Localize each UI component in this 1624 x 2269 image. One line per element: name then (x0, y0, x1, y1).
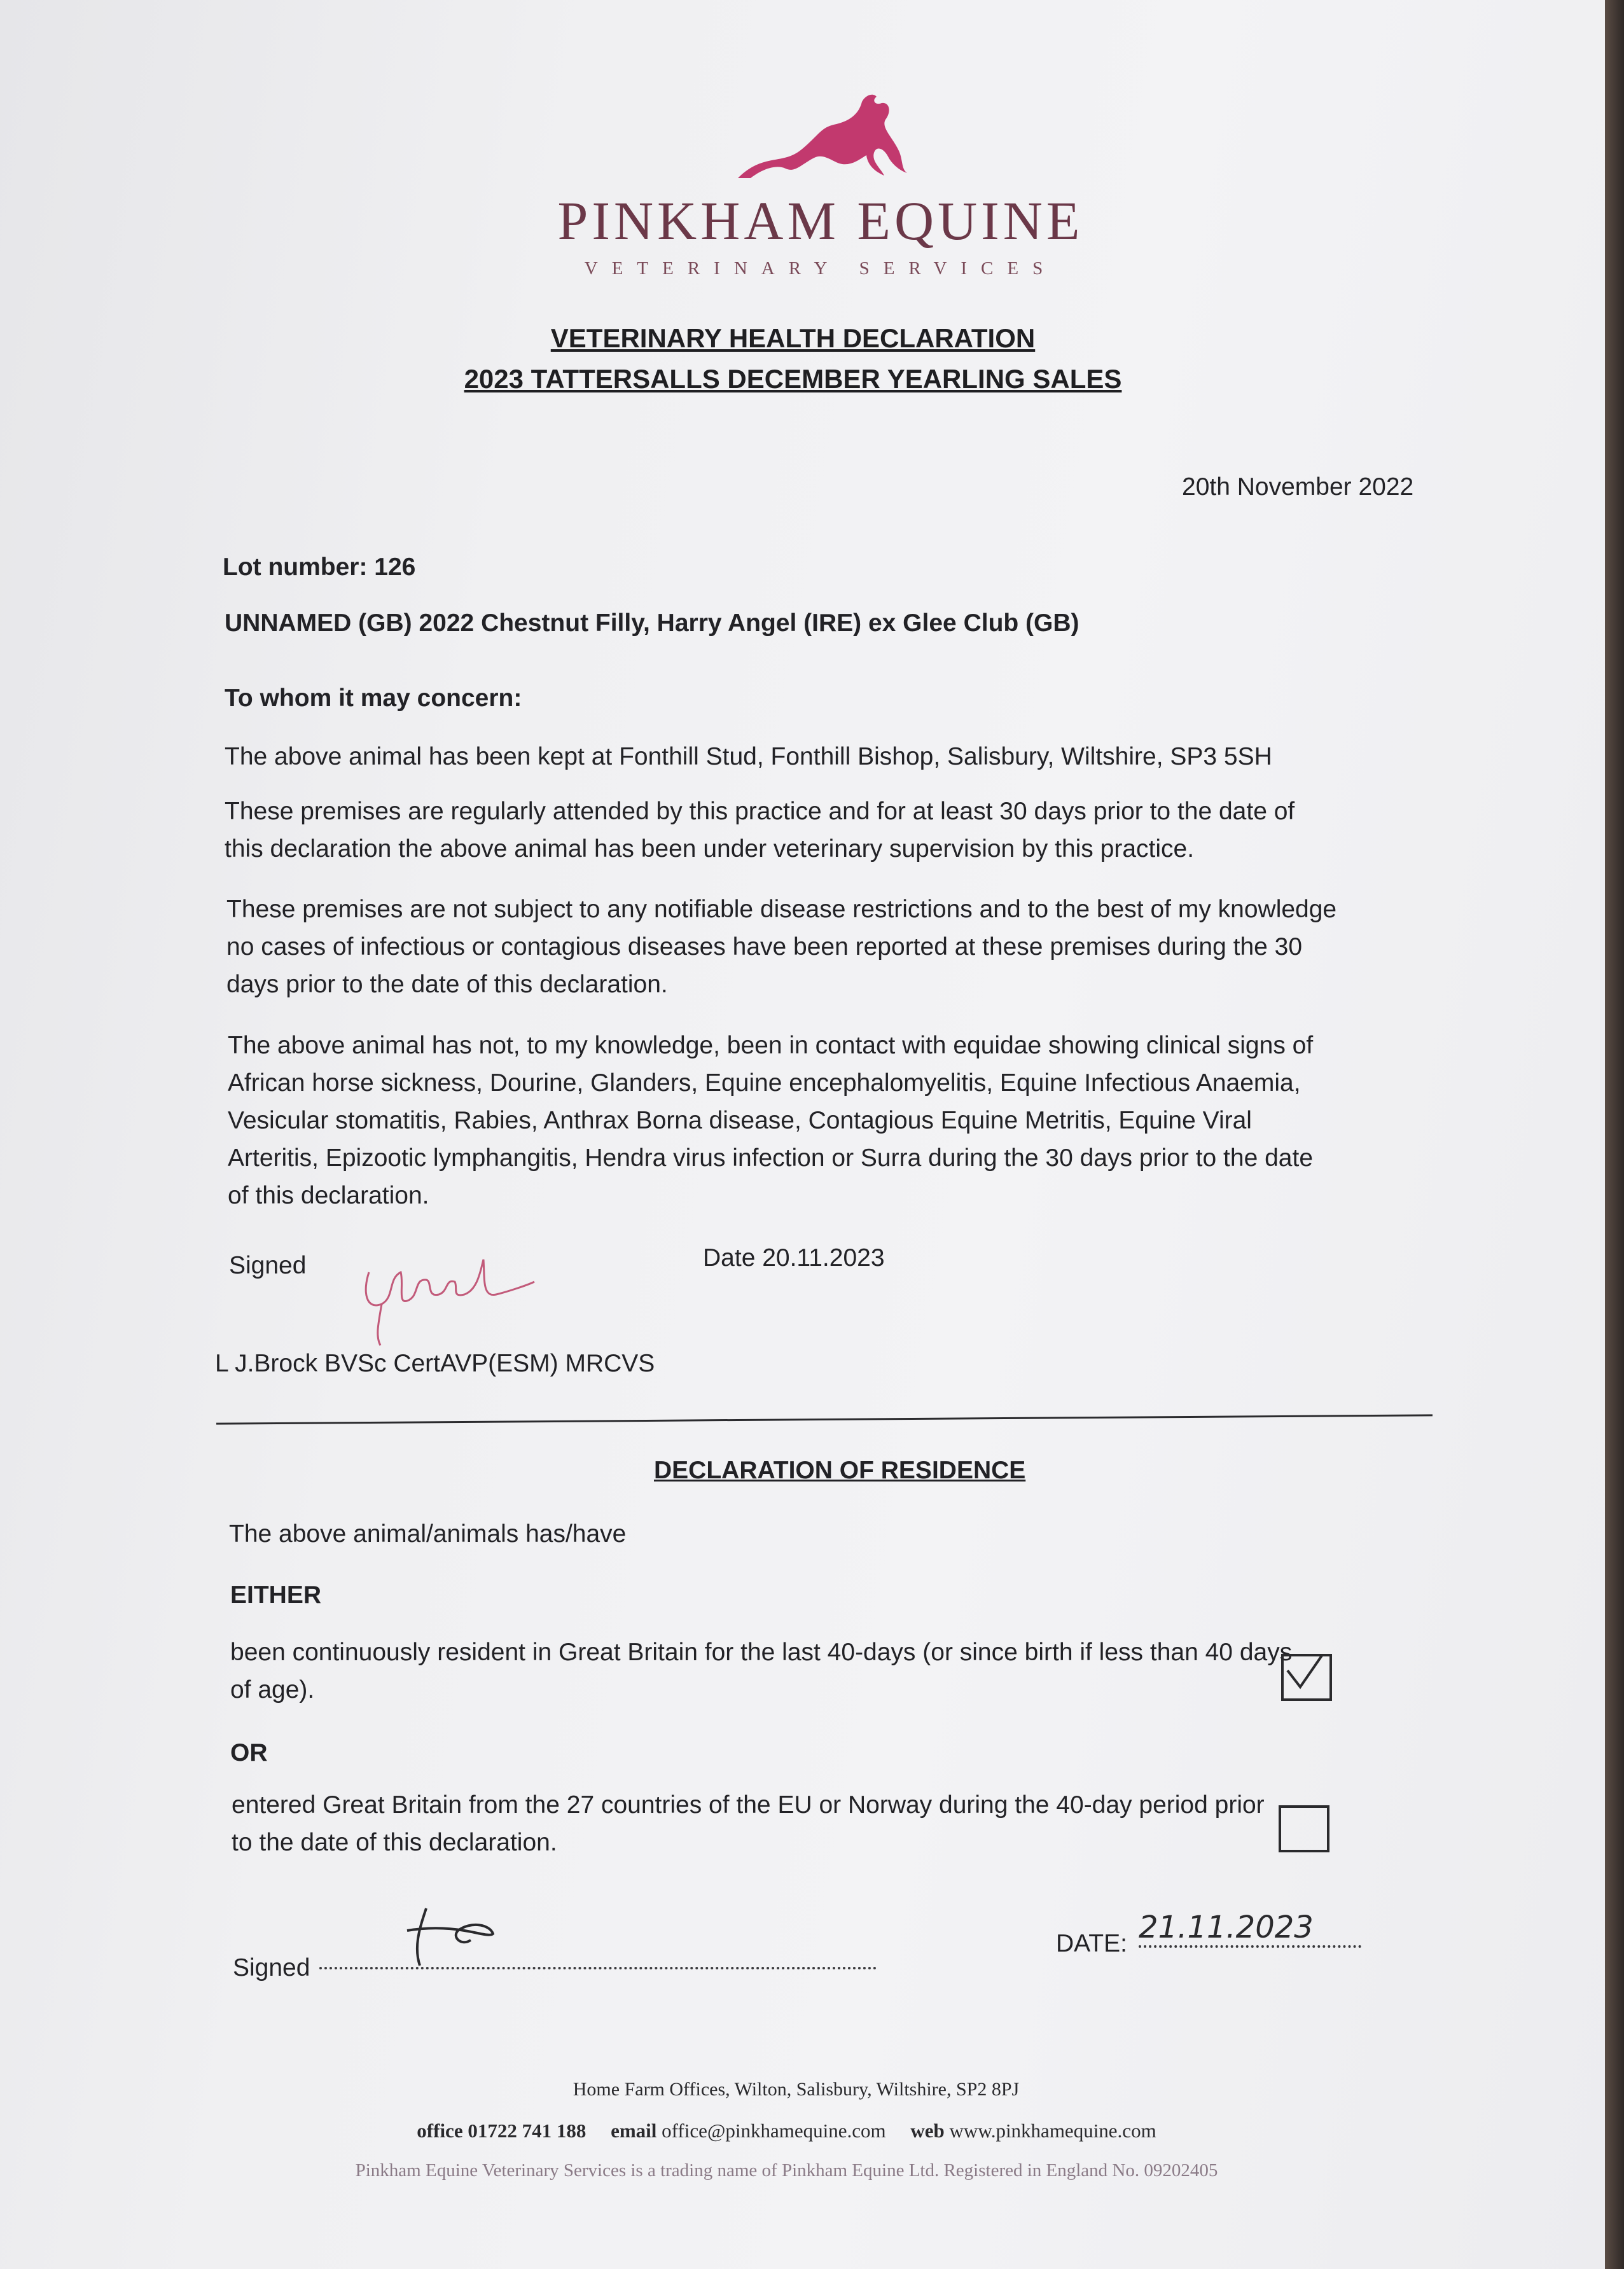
residence-intro: The above animal/animals has/have (229, 1520, 627, 1548)
email-label: email (611, 2120, 657, 2142)
title-line-2: 2023 TATTERSALLS DECEMBER YEARLING SALES (464, 364, 1122, 394)
vet-date: Date 20.11.2023 (703, 1244, 885, 1272)
resident-checkbox[interactable] (1281, 1654, 1332, 1701)
header-date: 20th November 2022 (1182, 473, 1414, 501)
text-line: days prior to the date of this declaration. (226, 971, 668, 998)
text-line: no cases of infectious or contagious diseases have been reported at these premises during the 30 (226, 933, 1303, 961)
text-line: Arteritis, Epizootic lymphangitis, Hendra virus infection or Surra during the 30 days prior to the date (228, 1144, 1314, 1172)
paragraph-attendance (225, 793, 1294, 868)
paragraph-disease-restrictions (226, 891, 1336, 1003)
owner-signed-label: Signed (233, 1954, 310, 1981)
either-label: EITHER (230, 1581, 322, 1609)
owner-date-value: 21.11.2023 (1139, 1910, 1314, 1945)
email-link[interactable]: office@pinkhamequine.com (662, 2120, 886, 2142)
footer-address: Home Farm Offices, Wilton, Salisbury, Wiltshire, SP2 8PJ (573, 2079, 1020, 2100)
logo-name: PINKHAM EQUINE (557, 190, 1084, 251)
text-line: The above animal has not, to my knowledge, been in contact with equidae showing clinical signs of (228, 1032, 1314, 1059)
footer-legal: Pinkham Equine Veterinary Services is a trading name of Pinkham Equine Ltd. Registered in England No. 09202405 (355, 2160, 1218, 2181)
text-line: been continuously resident in Great Britain for the last 40-days (or since birth if less than 40 days (230, 1639, 1293, 1666)
text-line: of age). (230, 1676, 315, 1703)
title-line-1: VETERINARY HEALTH DECLARATION (550, 323, 1036, 353)
entered-checkbox[interactable] (1279, 1805, 1329, 1852)
text-line: entered Great Britain from the 27 countries of the EU or Norway during the 40-day period prior (232, 1791, 1265, 1819)
or-label: OR (230, 1739, 268, 1766)
horse-logo-icon (725, 89, 916, 191)
date-line (1139, 1945, 1361, 1948)
residence-heading: DECLARATION OF RESIDENCE (654, 1457, 1026, 1484)
option-entered (232, 1786, 1265, 1861)
footer-contacts (0, 2120, 1599, 2142)
vet-name: L J.Brock BVSc CertAVP(ESM) MRCVS (215, 1350, 655, 1377)
vet-signature-icon (344, 1234, 547, 1349)
salutation: To whom it may concern: (225, 684, 522, 712)
owner-date-label: DATE: (1056, 1930, 1127, 1957)
office-label: office (417, 2120, 463, 2142)
text-line: of this declaration. (228, 1182, 429, 1209)
vet-signed-label: Signed (229, 1252, 307, 1279)
logo-subtitle: VETERINARY SERVICES (584, 258, 1057, 279)
lot-number: Lot number: 126 (223, 553, 416, 581)
horse-description: UNNAMED (GB) 2022 Chestnut Filly, Harry Angel (IRE) ex Glee Club (GB) (225, 609, 1079, 637)
office-phone: 01722 741 188 (468, 2120, 586, 2142)
web-label: web (910, 2120, 945, 2142)
logo (547, 89, 1094, 279)
text-line: Vesicular stomatitis, Rabies, Anthrax Borna disease, Contagious Equine Metritis, Equine Viral (228, 1107, 1252, 1134)
text-line: African horse sickness, Dourine, Glanders, Equine encephalomyelitis, Equine Infectious Anaemia, (228, 1069, 1301, 1097)
paragraph-contact (228, 1027, 1313, 1214)
background-table (1605, 0, 1624, 2269)
paragraph-premises: The above animal has been kept at Fonthill Stud, Fonthill Bishop, Salisbury, Wiltshire, SP3 5SH (225, 743, 1272, 770)
web-link[interactable]: www.pinkhamequine.com (949, 2120, 1156, 2142)
owner-signature-icon (401, 1902, 503, 1972)
text-line: this declaration the above animal has been under veterinary supervision by this practice. (225, 835, 1195, 863)
text-line: to the date of this declaration. (232, 1829, 557, 1856)
text-line: These premises are regularly attended by this practice and for at least 30 days prior to the date of (225, 798, 1295, 825)
text-line: These premises are not subject to any notifiable disease restrictions and to the best of my knowledge (226, 896, 1337, 923)
checkmark-icon (1284, 1656, 1329, 1698)
option-resident (230, 1634, 1292, 1709)
